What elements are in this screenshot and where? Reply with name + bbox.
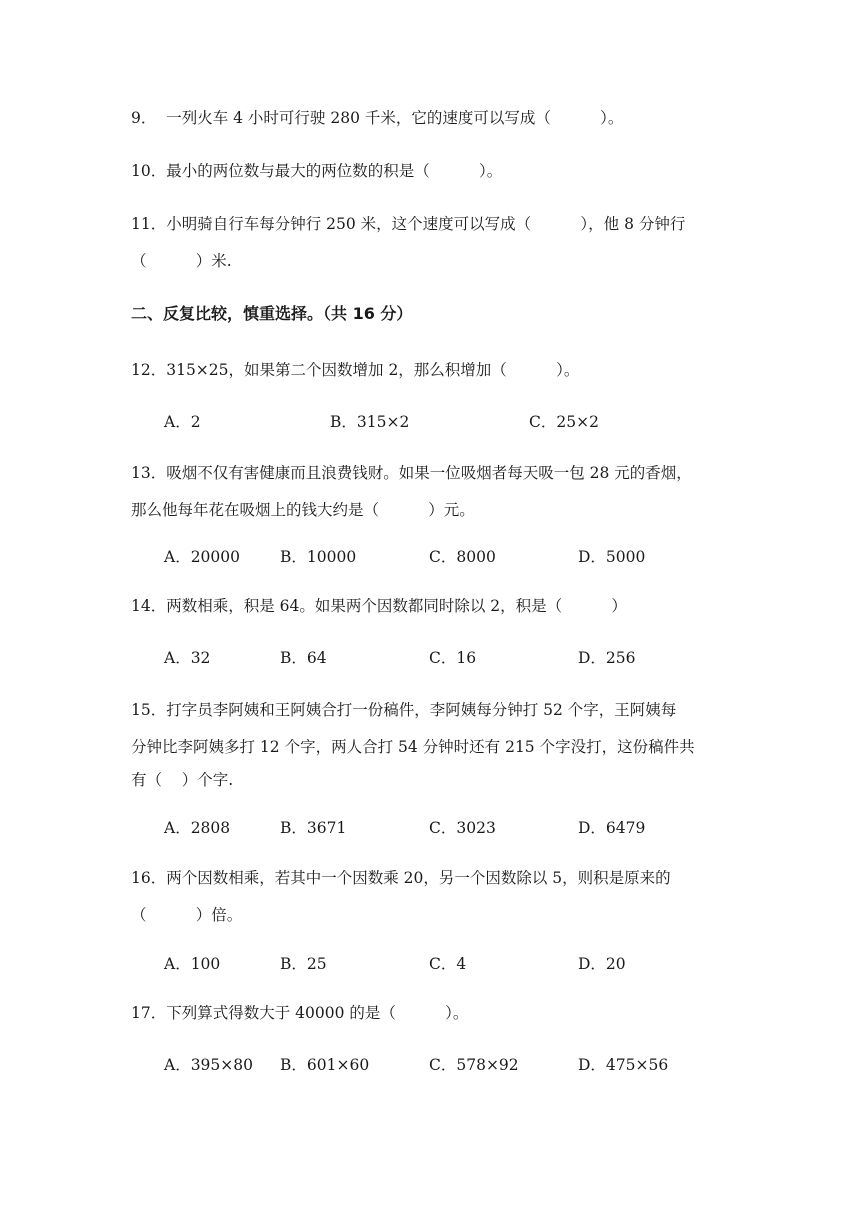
- question-14: 14．两数相乘，积是 64。如果两个因数都同时除以 2，积是（ ）: [131, 597, 627, 615]
- question-15-line-2: 分钟比李阿姨多打 12 个字，两人合打 54 分钟时还有 215 个字没打，这份稿件共: [131, 738, 695, 756]
- section-2-title: 二、反复比较，慎重选择。（共 16 分）: [131, 304, 413, 323]
- q17-option-b[interactable]: B．601×60: [280, 1056, 370, 1074]
- question-16-line-2: （ ）倍。: [131, 906, 243, 924]
- q17-option-c[interactable]: C．578×92: [429, 1056, 519, 1074]
- q13-option-c[interactable]: C．8000: [429, 548, 496, 566]
- q15-option-a[interactable]: A．2808: [164, 819, 231, 837]
- q15-option-d[interactable]: D．6479: [578, 819, 646, 837]
- question-13-line-1: 13．吸烟不仅有害健康而且浪费钱财。如果一位吸烟者每天吸一包 28 元的香烟，: [131, 464, 692, 482]
- q14-option-c[interactable]: C．16: [429, 649, 477, 667]
- q16-option-d[interactable]: D．20: [578, 955, 626, 973]
- q14-option-b[interactable]: B．64: [280, 649, 327, 667]
- q16-option-b[interactable]: B．25: [280, 955, 327, 973]
- q14-option-a[interactable]: A．32: [164, 649, 211, 667]
- q15-option-b[interactable]: B．3671: [280, 819, 347, 837]
- question-16-line-1: 16．两个因数相乘，若其中一个因数乘 20，另一个因数除以 5，则积是原来的: [131, 869, 671, 887]
- question-13-line-2: 那么他每年花在吸烟上的钱大约是（ ）元。: [131, 501, 475, 519]
- q14-option-d[interactable]: D．256: [578, 649, 636, 667]
- question-11-line-1: 11．小明骑自行车每分钟行 250 米，这个速度可以写成（ ），他 8 分钟行: [131, 215, 686, 233]
- q16-option-c[interactable]: C．4: [429, 955, 467, 973]
- q12-option-c[interactable]: C．25×2: [529, 413, 599, 431]
- question-9: 9． 一列火车 4 小时可行驶 280 千米，它的速度可以写成（ ）。: [131, 109, 624, 127]
- question-12: 12．315×25，如果第二个因数增加 2，那么积增加（ ）。: [131, 361, 580, 379]
- q13-option-d[interactable]: D．5000: [578, 548, 646, 566]
- question-17: 17．下列算式得数大于 40000 的是（ ）。: [131, 1004, 469, 1022]
- q13-option-b[interactable]: B．10000: [280, 548, 357, 566]
- question-11-line-2: （ ）米.: [131, 252, 232, 270]
- question-15-line-1: 15．打字员李阿姨和王阿姨合打一份稿件，李阿姨每分钟打 52 个字，王阿姨每: [131, 701, 677, 719]
- q16-option-a[interactable]: A．100: [164, 955, 221, 973]
- q13-option-a[interactable]: A．20000: [164, 548, 241, 566]
- question-15-line-3: 有（ ）个字.: [131, 771, 234, 789]
- q12-option-b[interactable]: B．315×2: [330, 413, 410, 431]
- q17-option-a[interactable]: A．395×80: [164, 1056, 253, 1074]
- q15-option-c[interactable]: C．3023: [429, 819, 496, 837]
- q12-option-a[interactable]: A．2: [164, 413, 201, 431]
- question-10: 10．最小的两位数与最大的两位数的积是（ ）。: [131, 162, 503, 180]
- q17-option-d[interactable]: D．475×56: [578, 1056, 669, 1074]
